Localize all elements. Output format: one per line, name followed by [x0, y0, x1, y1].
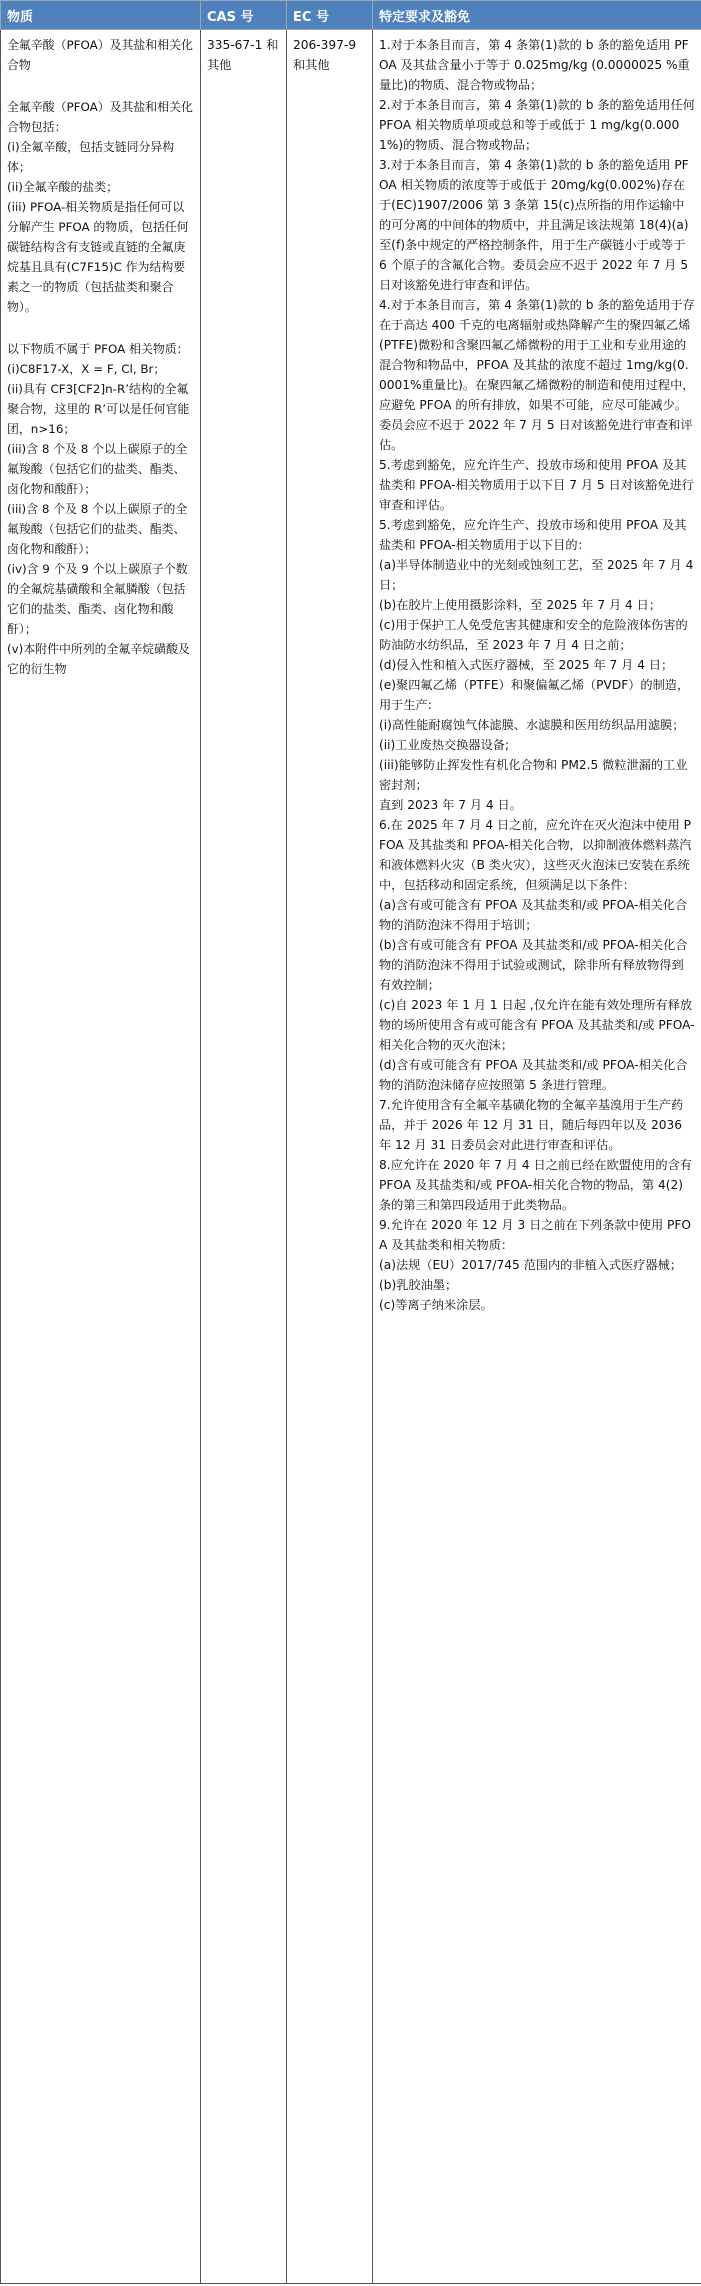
substance-line: (ii)全氟辛酸的盐类； — [7, 180, 119, 194]
requirement-item: 9.允许在 2020 年 12 月 3 日之前在下列条款中使用 PFOA 及其盐类和相关物质： — [379, 1218, 691, 1252]
substance-line: (v)本附件中所列的全氟辛烷磺酸及它的衍生物 — [7, 642, 190, 676]
header-requirements: 特定要求及豁免 — [373, 1, 701, 30]
substance-line: 全氟辛酸（PFOA）及其盐和相关化合物包括： — [7, 100, 193, 134]
substance-line: (i)全氟辛酸，包括支链同分异构体； — [7, 140, 175, 174]
requirement-item: (b)乳胶油墨； — [379, 1278, 458, 1292]
substance-line: (ii)具有 CF3[CF2]n-R’结构的全氟聚合物，这里的 R’可以是任何官能团，n>16； — [7, 382, 190, 436]
substance-intro: 全氟辛酸（PFOA）及其盐和相关化合物 — [7, 38, 193, 72]
requirement-item: 2.对于本条目而言，第 4 条第(1)款的 b 条的豁免适用任何 PFOA 相关物质单项或总和等于或低于 1 mg/kg(0.0001%)的物质、混合物或物品； — [379, 98, 695, 152]
requirement-item: (d)侵入性和植入式医疗器械，至 2025 年 7 月 4 日； — [379, 658, 674, 672]
requirement-item: 直到 2023 年 7 月 4 日。 — [379, 798, 522, 812]
requirement-item: 1.对于本条目而言，第 4 条第(1)款的 b 条的豁免适用 PFOA 及其盐含量小于等于 0.025mg/kg (0.0000025 %重量比)的物质、混合物或物品； — [379, 38, 690, 92]
requirement-item: (a)半导体制造业中的光刻或蚀刻工艺，至 2025 年 7 月 4 日； — [379, 558, 694, 592]
requirement-item: 8.应允许在 2020 年 7 月 4 日之前已经在欧盟使用的含有 PFOA 及其盐类和/或 PFOA-相关化合物的物品，第 4(2)条的第三和第四段适用于此类物品。 — [379, 1158, 692, 1212]
header-row — [1, 1, 701, 30]
substance-cell — [1, 30, 201, 2284]
substance-line: (iii)含 8 个及 8 个以上碳原子的全氟羧酸（包括它们的盐类、酯类、卤化物和酸酐）； — [7, 502, 188, 556]
requirement-item: 5.考虑到豁免，应允许生产、投放市场和使用 PFOA 及其盐类和 PFOA-相关物质用于以下目 7 月 5 日对该豁免进行审查和评估。 — [379, 458, 694, 512]
requirement-item: (c)用于保护工人免受危害其健康和安全的危险液体伤害的防油防水纺织品，至 2023 年 7 月 4 日之前； — [379, 618, 688, 652]
requirements-cell — [373, 30, 701, 2284]
header-substance: 物质 — [1, 1, 201, 30]
requirement-item: (e)聚四氟乙烯（PTFE）和聚偏氟乙烯（PVDF）的制造，用于生产: — [379, 678, 690, 712]
header-cas: CAS 号 — [201, 1, 287, 30]
substance-line: (i)C8F17-X，X = F, Cl, Br； — [7, 362, 166, 376]
requirement-item: 4.对于本条目而言，第 4 条第(1)款的 b 条的豁免适用于存在于高达 400 千克的电离辐射或热降解产生的聚四氟乙烯(PTFE)微粉和含聚四氟乙烯微粉的用于工业和专业用途的混合物和物品中，PFOA 及其盐的浓度不超过 1mg/kg(0.0001%重量比)。在聚四氟乙烯微粉的制造和使用过程中，应避免 PFOA 的所有排放，如果不可能，应尽可能减少。委员会应不迟于 2022 年 7 月 5 日对该豁免进行审查和评估。 — [379, 298, 695, 452]
substance-group-2 — [7, 339, 194, 679]
requirement-item: 3.对于本条目而言，第 4 条第(1)款的 b 条的豁免适用 PFOA 相关物质的浓度等于或低于 20mg/kg(0.002%)存在于(EC)1907/2006 第 3 条第 15(c)点所指的用作运输中的可分离的中间体的物质中，并且满足该法规第 18(4)(a)至(f)条中规定的严格控制条件，用于生产碳链小于或等于 6 个原子的含氟化合物。委员会应不迟于 2022 年 7 月 5 日对该豁免进行审查和评估。 — [379, 158, 689, 292]
requirement-item: (iii)能够防止挥发性有机化合物和 PM2.5 微粒泄漏的工业密封剂； — [379, 758, 688, 792]
header-ec: EC 号 — [287, 1, 373, 30]
substance-line: (iv)含 9 个及 9 个以上碳原子个数的全氟烷基磺酸和全氟膦酸（包括它们的盐类、酯类、卤化物和酸酐）； — [7, 562, 188, 636]
requirement-item: (ii)工业废热交换器设备; — [379, 738, 510, 752]
requirement-item: 6.在 2025 年 7 月 4 日之前，应允许在灭火泡沫中使用 PFOA 及其盐类和 PFOA-相关化合物，以抑制液体燃料蒸汽和液体燃料火灾（B 类火灾），这些灭火泡沫已安装在系统中，包括移动和固定系统，但须满足以下条件： — [379, 818, 692, 892]
requirement-item: (d)含有或可能含有 PFOA 及其盐类和/或 PFOA-相关化合物的消防泡沫储存应按照第 5 条进行管理。 — [379, 1058, 688, 1092]
substance-group-1 — [7, 97, 194, 317]
requirement-item: (c)等离子纳米涂层。 — [379, 1298, 493, 1312]
requirement-item: (i)高性能耐腐蚀气体滤膜、水滤膜和医用纺织品用滤膜； — [379, 718, 685, 732]
requirement-item: (c)自 2023 年 1 月 1 日起 ,仅允许在能有效处理所有释放物的场所使用含有或可能含有 PFOA 及其盐类和/或 PFOA-相关化合物的灭火泡沫； — [379, 998, 695, 1052]
cas-cell: 335-67-1 和其他 — [201, 30, 287, 2284]
substance-line: (iii)含 8 个及 8 个以上碳原子的全氟羧酸（包括它们的盐类、酯类、卤化物和酸酐）； — [7, 442, 188, 496]
substance-line: 以下物质不属于 PFOA 相关物质： — [7, 342, 189, 356]
requirement-item: (a)法规（EU）2017/745 范围内的非植入式医疗器械； — [379, 1258, 683, 1272]
requirement-item: (a)含有或可能含有 PFOA 及其盐类和/或 PFOA-相关化合物的消防泡沫不得用于培训； — [379, 898, 688, 932]
requirement-item: 7.允许使用含有全氟辛基磺化物的全氟辛基溴用于生产药品，并于 2026 年 12 月 31 日，随后每四年以及 2036 年 12 月 31 日委员会对此进行审查和评估。 — [379, 1098, 684, 1152]
requirement-item: 5.考虑到豁免，应允许生产、投放市场和使用 PFOA 及其盐类和 PFOA-相关物质用于以下目的： — [379, 518, 687, 552]
requirement-item: (b)含有或可能含有 PFOA 及其盐类和/或 PFOA-相关化合物的消防泡沫不得用于试验或测试，除非所有释放物得到有效控制； — [379, 938, 688, 992]
substance-line: (iii) PFOA-相关物质是指任何可以分解产生 PFOA 的物质，包括任何碳链结构含有支链或直链的全氟庚烷基且具有(C7F15)C 作为结构要素之一的物质（包括盐类和聚合物）。 — [7, 200, 189, 314]
requirement-item: (b)在胶片上使用摄影涂料，至 2025 年 7 月 4 日； — [379, 598, 662, 612]
table-row — [1, 30, 701, 2284]
ec-cell: 206-397-9 和其他 — [287, 30, 373, 2284]
